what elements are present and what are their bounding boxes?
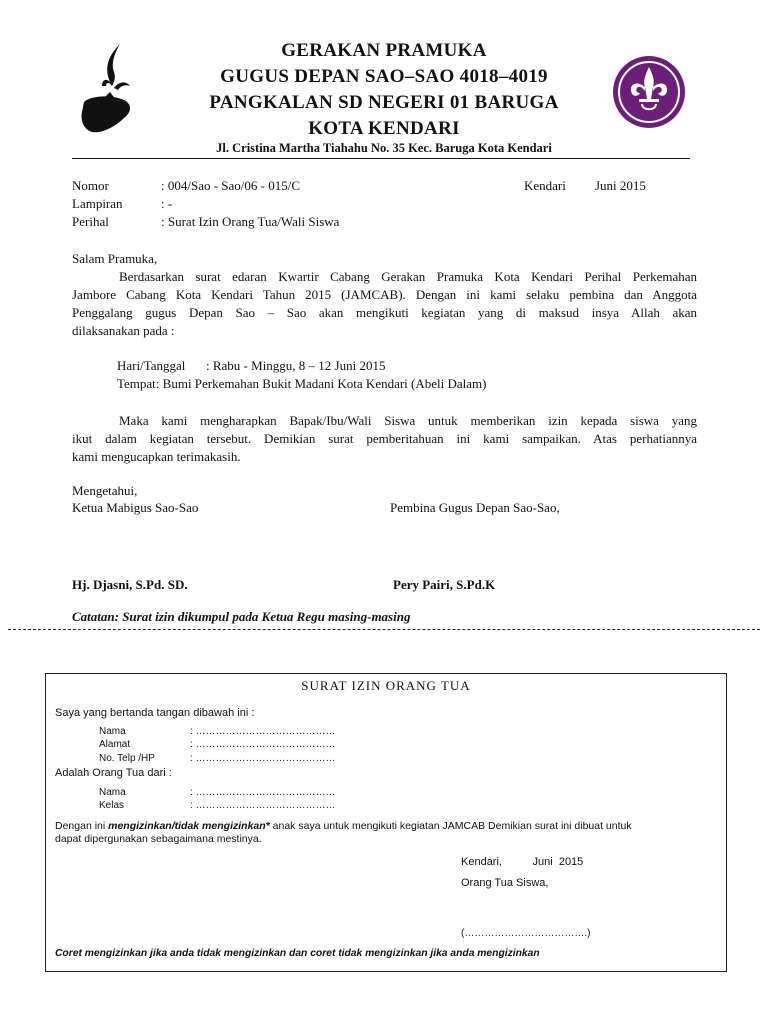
lampiran-label: Lampiran — [72, 196, 123, 211]
perihal-label: Perihal — [72, 214, 109, 229]
form-footnote: Coret mengizinkan jika anda tidak mengizinkan dan coret tidak mengizinkan jika anda mengizinkan — [55, 948, 540, 959]
hari-value: : Rabu - Minggu, 8 – 12 Juni 2015 — [206, 358, 386, 373]
mengetahui: Mengetahui, — [72, 483, 138, 498]
paragraph-2-line-1: Maka kami mengharapkan Bapak/Ibu/Wali Siswa untuk memberikan izin kepada siswa yang — [119, 413, 697, 428]
paragraph-2-line-2: ikut dalam kegiatan tersebut. Demikian surat pemberitahuan ini kami sampaikan. Atas perhatiannya — [72, 431, 697, 446]
statement-line-1 — [55, 820, 632, 832]
nama2-label: Nama — [99, 787, 126, 798]
form-place-date: Kendari, Juni 2015 — [461, 856, 584, 868]
alamat-label: Alamat — [99, 739, 131, 750]
kelas-field[interactable]: : …………………………………… — [190, 800, 336, 811]
telp-field[interactable]: : …………………………………… — [190, 753, 336, 764]
left-signer-title: Ketua Mabigus Sao-Sao — [72, 500, 199, 515]
statement-choice: mengizinkan/tidak mengizinkan* — [108, 820, 270, 832]
paragraph-1-line-2: Jambore Cabang Kota Kendari Tahun 2015 (JAMCAB). Dengan ini kami selaku pembina dan Anggota — [72, 287, 697, 302]
telp-label: No. Telp /HP — [99, 753, 155, 764]
nama2-field[interactable]: : …………………………………… — [190, 787, 336, 798]
statement-prefix: Dengan ini — [55, 820, 109, 832]
nomor-value: : 004/Sao - Sao/06 - 015/C — [161, 178, 301, 193]
right-signer-name: Pery Pairi, S.Pd.K — [393, 577, 496, 592]
lampiran-value: : - — [161, 196, 173, 211]
header-rule — [72, 158, 690, 159]
cut-line — [8, 629, 760, 630]
nama-field[interactable]: : …………………………………… — [190, 726, 336, 737]
nama-label: Nama — [99, 726, 126, 737]
alamat-field[interactable]: : …………………………………… — [190, 739, 336, 750]
paragraph-1-line-1: Berdasarkan surat edaran Kwartir Cabang Gerakan Pramuka Kota Kendari Perihal Perkemahan — [119, 269, 697, 284]
form-orang-tua: Orang Tua Siswa, — [461, 877, 549, 889]
org-title: GERAKAN PRAMUKA — [281, 40, 487, 61]
tempat: Tempat: Bumi Perkemahan Bukit Madani Kota Kendari (Abeli Dalam) — [117, 376, 487, 391]
adalah-label: Adalah Orang Tua dari : — [55, 767, 172, 779]
kelas-label: Kelas — [99, 800, 125, 811]
statement-line-2: dapat dipergunakan sebagaimana mestinya. — [55, 833, 262, 845]
paragraph-2-line-3: kami mengucapkan terimakasih. — [72, 449, 241, 464]
left-signer-name: Hj. Djasni, S.Pd. SD. — [72, 577, 188, 592]
place: Kendari — [524, 178, 566, 193]
statement-rest: anak saya untuk mengikuti kegiatan JAMCAB Demikian surat ini dibuat untuk — [269, 820, 632, 832]
form-title: SURAT IZIN ORANG TUA — [301, 678, 471, 693]
perihal-value: : Surat Izin Orang Tua/Wali Siswa — [161, 214, 340, 229]
address: Jl. Cristina Martha Tiahahu No. 35 Kec. Baruga Kota Kendari — [216, 141, 552, 155]
catatan: Catatan: Surat izin dikumpul pada Ketua Regu masing-masing — [72, 609, 411, 624]
base-title: PANGKALAN SD NEGERI 01 BARUGA — [209, 92, 559, 113]
city-title: KOTA KENDARI — [308, 118, 460, 139]
form-intro: Saya yang bertanda tangan dibawah ini : — [55, 707, 255, 719]
paragraph-1-line-4: dilaksanakan pada : — [72, 323, 175, 338]
group-title: GUGUS DEPAN SAO–SAO 4018–4019 — [220, 66, 548, 87]
paragraph-1-line-3: Penggalang gugus Depan Sao – Sao akan mengikuti kegiatan yang di maksud insya Allah akan — [72, 305, 697, 320]
right-signer-title: Pembina Gugus Depan Sao-Sao, — [390, 500, 560, 515]
salutation: Salam Pramuka, — [72, 251, 158, 266]
nomor-label: Nomor — [72, 178, 109, 193]
hari-label: Hari/Tanggal — [117, 358, 186, 373]
form-signature-line[interactable]: (……………………………….) — [461, 928, 591, 939]
date: Juni 2015 — [595, 178, 646, 193]
